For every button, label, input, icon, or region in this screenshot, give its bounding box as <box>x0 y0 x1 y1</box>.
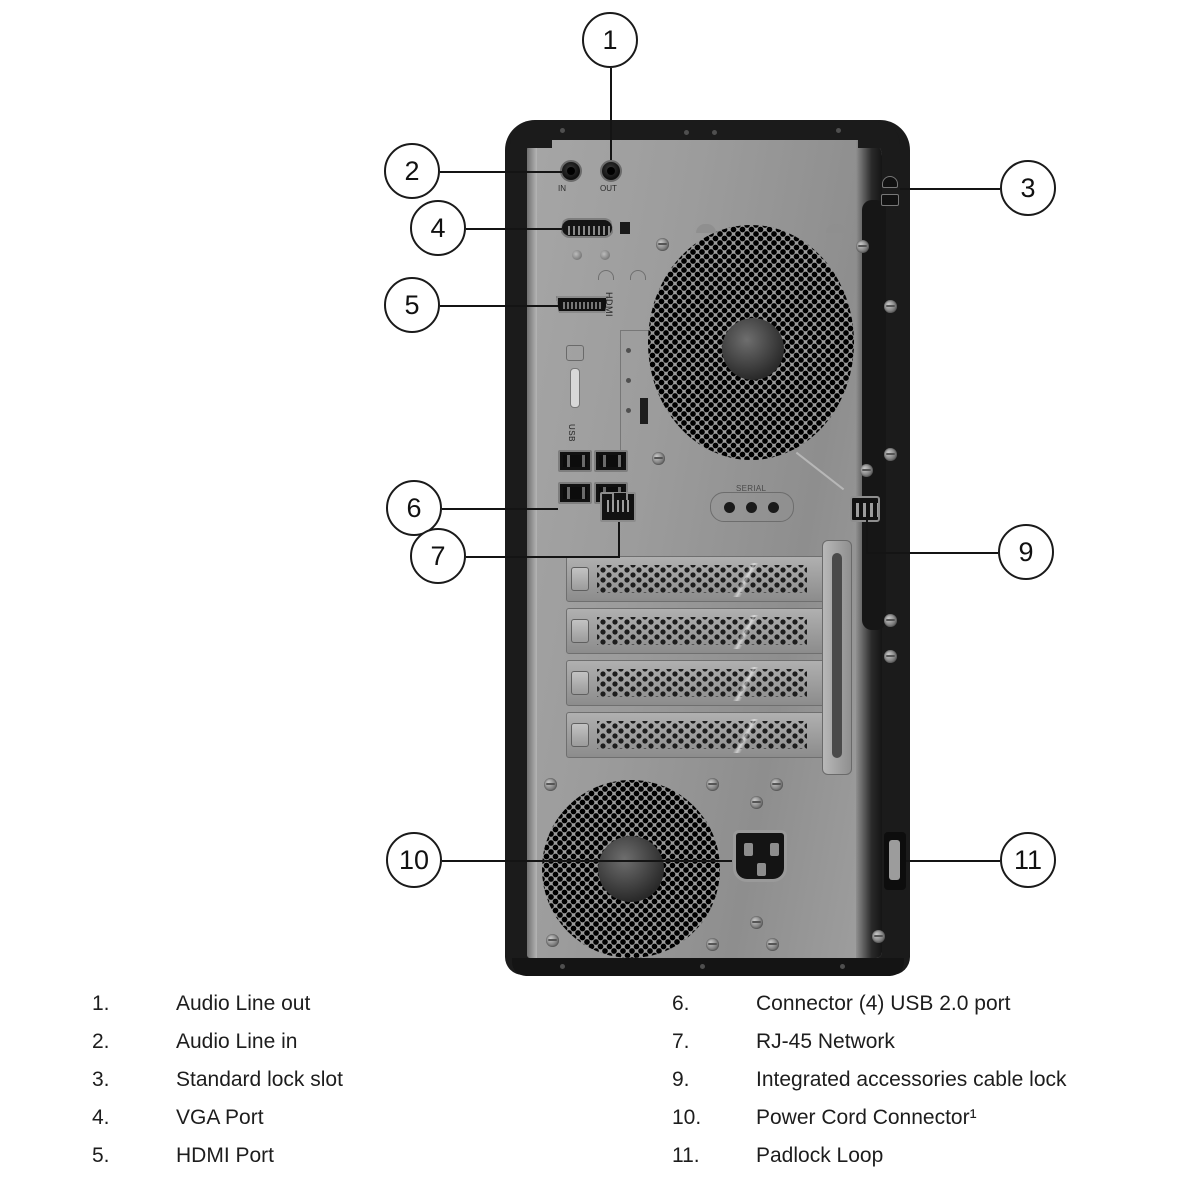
legend-text: Audio Line in <box>176 1030 298 1053</box>
chassis-screw <box>544 778 557 791</box>
psu-screw <box>750 796 763 809</box>
serial-hole <box>746 502 757 513</box>
legend-text: RJ-45 Network <box>756 1030 895 1053</box>
usb-contacts <box>563 455 587 467</box>
chassis-screw <box>884 300 897 313</box>
callout-6[interactable]: 6 <box>386 480 442 536</box>
audio-in-etch: IN <box>558 184 566 193</box>
accessory-lock-bar-channel <box>832 553 842 758</box>
vga-marker <box>620 222 630 234</box>
panel-hole <box>626 408 631 413</box>
rj45-contacts <box>607 500 631 512</box>
legend-text: Standard lock slot <box>176 1068 343 1091</box>
callout-7[interactable]: 7 <box>410 528 466 584</box>
panel-hole <box>684 130 689 135</box>
lock-slot-upper <box>882 176 898 188</box>
chassis-screw <box>546 934 559 947</box>
panel-hole <box>560 128 565 133</box>
usb-contacts <box>599 455 623 467</box>
hdmi-pin-row <box>563 302 603 309</box>
chassis-screw <box>706 778 719 791</box>
panel-hole <box>836 128 841 133</box>
chassis-screw <box>766 938 779 951</box>
legend-item <box>92 1030 343 1068</box>
chassis-screw <box>872 930 885 943</box>
leader-line-9b <box>866 518 868 554</box>
legend-item <box>672 1030 1067 1068</box>
legend-text: Audio Line out <box>176 992 311 1015</box>
panel-tab <box>640 398 648 424</box>
legend-item <box>672 1106 1067 1144</box>
slot-highlight <box>687 563 807 597</box>
callout-3[interactable]: 3 <box>1000 160 1056 216</box>
slot-clip <box>571 619 589 643</box>
expansion-slot-2 <box>566 608 836 654</box>
leader-line-10 <box>442 860 732 862</box>
padlock-loop[interactable] <box>884 832 906 890</box>
expansion-slot-1 <box>566 556 836 602</box>
legend <box>0 992 1200 1200</box>
legend-text: VGA Port <box>176 1106 264 1129</box>
callout-10[interactable]: 10 <box>386 832 442 888</box>
cpu-fan-hub <box>722 318 784 380</box>
power-cord-connector[interactable] <box>733 830 787 882</box>
chassis-left-edge <box>527 140 537 958</box>
legend-column-left <box>92 992 343 1182</box>
jack-hole <box>607 167 615 175</box>
chassis-screw <box>884 614 897 627</box>
legend-item <box>92 992 343 1030</box>
chassis-screw <box>652 452 665 465</box>
leader-line-1 <box>610 68 612 160</box>
leader-line-11 <box>906 860 1000 862</box>
audio-line-out-jack[interactable] <box>600 160 622 182</box>
panel-loop <box>598 270 614 280</box>
panel-hole <box>626 378 631 383</box>
base-hole <box>560 964 565 969</box>
base-hole <box>840 964 845 969</box>
fan-tab <box>696 224 716 233</box>
panel-hole <box>626 348 631 353</box>
cable-lock-connector[interactable] <box>850 496 880 522</box>
legend-number: 9. <box>672 1068 690 1091</box>
legend-item <box>92 1068 343 1106</box>
base-hole <box>700 964 705 969</box>
leader-line-9 <box>866 552 998 554</box>
fan-tab <box>826 224 846 233</box>
slot-clip <box>571 567 589 591</box>
chassis-screw <box>770 778 783 791</box>
serial-etch: SERIAL <box>736 484 767 493</box>
audio-line-in-jack[interactable] <box>560 160 582 182</box>
callout-2[interactable]: 2 <box>384 143 440 199</box>
legend-item <box>672 1068 1067 1106</box>
power-pin-neutral <box>770 843 779 856</box>
leader-line-2 <box>440 171 562 173</box>
hdmi-port[interactable] <box>556 296 608 313</box>
serial-hole <box>768 502 779 513</box>
chassis-base <box>512 958 904 976</box>
leader-line-3 <box>900 188 1000 190</box>
audio-out-etch: OUT <box>600 184 617 193</box>
callout-4[interactable]: 4 <box>410 200 466 256</box>
leader-line-7b <box>466 556 620 558</box>
power-pin-ground <box>757 863 766 876</box>
legend-item <box>92 1144 343 1182</box>
vga-thumbscrew-hole <box>572 250 582 260</box>
legend-text: Connector (4) USB 2.0 port <box>756 992 1011 1015</box>
lock-slot-lower <box>881 194 899 206</box>
standard-lock-slot[interactable] <box>880 176 900 210</box>
legend-text: Power Cord Connector¹ <box>756 1106 977 1129</box>
usb-contacts <box>563 487 587 499</box>
padlock-loop-opening <box>889 840 900 880</box>
chassis-screw <box>860 464 873 477</box>
vga-pin-row <box>568 226 610 235</box>
hdmi-etch: HDMI <box>604 292 614 317</box>
expansion-slot-4 <box>566 712 836 758</box>
slot-clip <box>571 723 589 747</box>
legend-number: 10. <box>672 1106 702 1129</box>
psu-fan-hub <box>598 836 664 902</box>
chassis-screw <box>706 938 719 951</box>
cable-lock-contacts <box>856 503 878 517</box>
panel-punchout <box>570 368 580 408</box>
usb-port-1[interactable] <box>558 450 592 472</box>
leader-line-5 <box>440 305 558 307</box>
slot-highlight <box>687 719 807 753</box>
legend-item <box>672 1144 1067 1182</box>
chassis-screw <box>884 448 897 461</box>
legend-text: HDMI Port <box>176 1144 275 1167</box>
serial-hole <box>724 502 735 513</box>
legend-number: 11. <box>672 1144 700 1167</box>
accessory-lock-bar[interactable] <box>822 540 852 775</box>
leader-line-4 <box>466 228 562 230</box>
leader-line-7 <box>618 522 620 556</box>
legend-item <box>92 1106 343 1144</box>
slot-highlight <box>687 667 807 701</box>
slot-clip <box>571 671 589 695</box>
legend-number: 7. <box>672 1030 690 1053</box>
expansion-slot-3 <box>566 660 836 706</box>
callout-9[interactable]: 9 <box>998 524 1054 580</box>
legend-number: 4. <box>92 1106 110 1129</box>
legend-number: 5. <box>92 1144 110 1167</box>
legend-number: 2. <box>92 1030 110 1053</box>
panel-punchout <box>566 345 584 361</box>
chassis-screw <box>656 238 669 251</box>
callout-1[interactable]: 1 <box>582 12 638 68</box>
power-pin-live <box>744 843 753 856</box>
legend-number: 6. <box>672 992 690 1015</box>
chassis-side-panel <box>862 200 886 630</box>
vga-thumbscrew-hole <box>600 250 610 260</box>
slot-highlight <box>687 615 807 649</box>
chassis-screw <box>884 650 897 663</box>
vga-port[interactable] <box>560 218 614 238</box>
legend-column-right <box>672 992 1067 1182</box>
panel-bracket <box>620 330 650 450</box>
chassis-screw <box>856 240 869 253</box>
usb-etch: USB <box>567 424 576 442</box>
callout-11[interactable]: 11 <box>1000 832 1056 888</box>
legend-number: 3. <box>92 1068 110 1091</box>
usb-port-2[interactable] <box>594 450 628 472</box>
panel-loop <box>630 270 646 280</box>
panel-hole <box>712 130 717 135</box>
legend-text: Integrated accessories cable lock <box>756 1068 1067 1091</box>
usb-port-3[interactable] <box>558 482 592 504</box>
leader-line-6 <box>442 508 558 510</box>
callout-5[interactable]: 5 <box>384 277 440 333</box>
legend-text: Padlock Loop <box>756 1144 884 1167</box>
rj45-network-port[interactable] <box>600 492 636 522</box>
jack-hole <box>567 167 575 175</box>
psu-screw <box>750 916 763 929</box>
legend-number: 1. <box>92 992 110 1015</box>
legend-item <box>672 992 1067 1030</box>
